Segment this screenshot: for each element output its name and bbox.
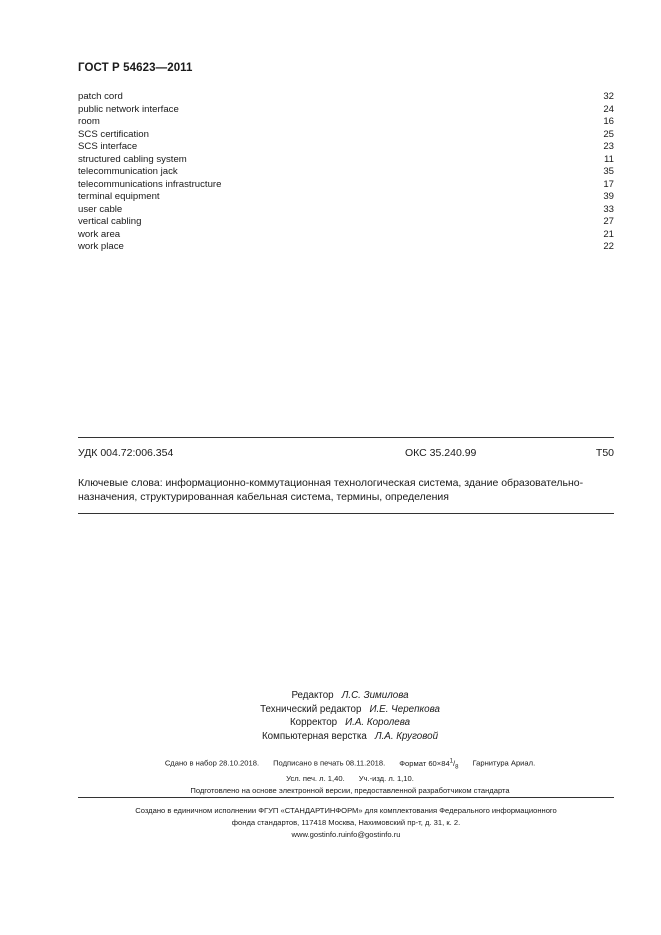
- index-term: patch cord: [78, 91, 123, 102]
- index-page: 11: [604, 153, 614, 165]
- index-row: [78, 179, 614, 192]
- print-line: [90, 755, 610, 773]
- keywords-block: [78, 477, 618, 504]
- index-page: 24: [603, 103, 614, 115]
- printed-sheets: Усл. печ. л. 1,40.: [286, 774, 345, 784]
- edition-sheets: Уч.-изд. л. 1,10.: [358, 774, 414, 784]
- index-term: SCS certification: [78, 128, 149, 140]
- index-row: [78, 204, 614, 217]
- sent-date: Сдано в набор 28.10.2018.: [164, 758, 260, 768]
- staff-row: [200, 716, 500, 730]
- keywords-line: назначения, структурированная кабельная система, термины, определения: [78, 490, 449, 503]
- group-code: Т50: [595, 447, 614, 459]
- index-row: [78, 191, 614, 204]
- index-term: work place: [78, 241, 124, 252]
- index-row: [78, 116, 614, 129]
- publisher-line: Создано в единичном исполнении ФГУП «СТАНДАРТИНФОРМ» для комплектования Федерального информационного: [135, 806, 557, 815]
- print-details: [90, 755, 610, 797]
- publisher-contacts: [78, 829, 614, 841]
- divider-middle: [78, 513, 614, 514]
- index-term: public network interface: [78, 103, 179, 115]
- index-term: SCS interface: [78, 141, 138, 152]
- publisher-info: [78, 805, 614, 841]
- index-row: [78, 241, 614, 254]
- index-page: 39: [603, 191, 614, 202]
- index-page: 25: [603, 128, 614, 140]
- index-row: [78, 154, 614, 167]
- staff-name: Л.С. Зимилова: [341, 690, 409, 701]
- index-page: 27: [603, 216, 614, 227]
- divider-top: [78, 437, 614, 438]
- index-term: telecommunication jack: [78, 166, 178, 177]
- index-row: [78, 141, 614, 154]
- staff-row: [200, 703, 500, 717]
- index-row: [78, 166, 614, 179]
- index-term: room: [78, 116, 100, 127]
- divider-bottom: [78, 797, 614, 798]
- typeface: Гарнитура Ариал.: [472, 758, 536, 768]
- index-page: 16: [603, 116, 614, 127]
- index-term: user cable: [78, 203, 123, 215]
- index-row: [78, 229, 614, 242]
- index-page: 23: [603, 141, 614, 152]
- term-index: [78, 91, 614, 254]
- index-term: vertical cabling: [78, 216, 142, 227]
- index-page: 21: [603, 228, 614, 240]
- staff-name: И.А. Королева: [345, 717, 411, 728]
- staff-role: Корректор: [289, 717, 338, 728]
- publisher-line: фонда стандартов, 117418 Москва, Нахимовский пр-т, д. 31, к. 2.: [231, 818, 461, 827]
- index-page: 17: [603, 178, 614, 190]
- document-header: ГОСТ Р 54623—2011: [78, 62, 193, 74]
- index-row: [78, 91, 614, 104]
- staff-row: [200, 730, 500, 744]
- index-term: telecommunications infrastructure: [78, 178, 222, 190]
- staff-row: [200, 689, 500, 703]
- index-row: [78, 104, 614, 117]
- editorial-staff: [200, 689, 500, 743]
- staff-role: Технический редактор: [260, 703, 362, 715]
- index-page: 35: [603, 166, 614, 177]
- index-term: structured cabling system: [78, 153, 187, 165]
- staff-role: Редактор: [291, 690, 334, 701]
- index-row: [78, 216, 614, 229]
- staff-name: Л.А. Круговой: [374, 730, 439, 742]
- print-note: Подготовлено на основе электронной версии, предоставленной разработчиком стандарта: [190, 786, 510, 796]
- index-term: terminal equipment: [78, 191, 160, 202]
- keywords-line: Ключевые слова: информационно-коммутационная технологическая система, здание образовательно-: [78, 477, 584, 489]
- index-page: 22: [603, 241, 614, 252]
- email-link[interactable]: info@gostinfo.ru: [345, 830, 401, 839]
- index-term: work area: [78, 228, 121, 240]
- staff-name: И.Е. Черепкова: [369, 703, 440, 715]
- staff-role: Компьютерная верстка: [261, 730, 367, 742]
- signed-date: Подписано в печать 08.11.2018.: [273, 758, 386, 768]
- index-row: [78, 129, 614, 142]
- index-page: 32: [603, 91, 614, 102]
- print-line: [90, 773, 610, 785]
- website-link[interactable]: www.gostinfo.ru: [291, 830, 346, 839]
- paper-format: Формат $60\times 84^1/_8$: [399, 758, 459, 771]
- index-page: 33: [603, 203, 614, 215]
- udk-code: УДК 004.72:006.354: [78, 447, 174, 459]
- oks-code: ОКС 35.240.99: [405, 447, 477, 459]
